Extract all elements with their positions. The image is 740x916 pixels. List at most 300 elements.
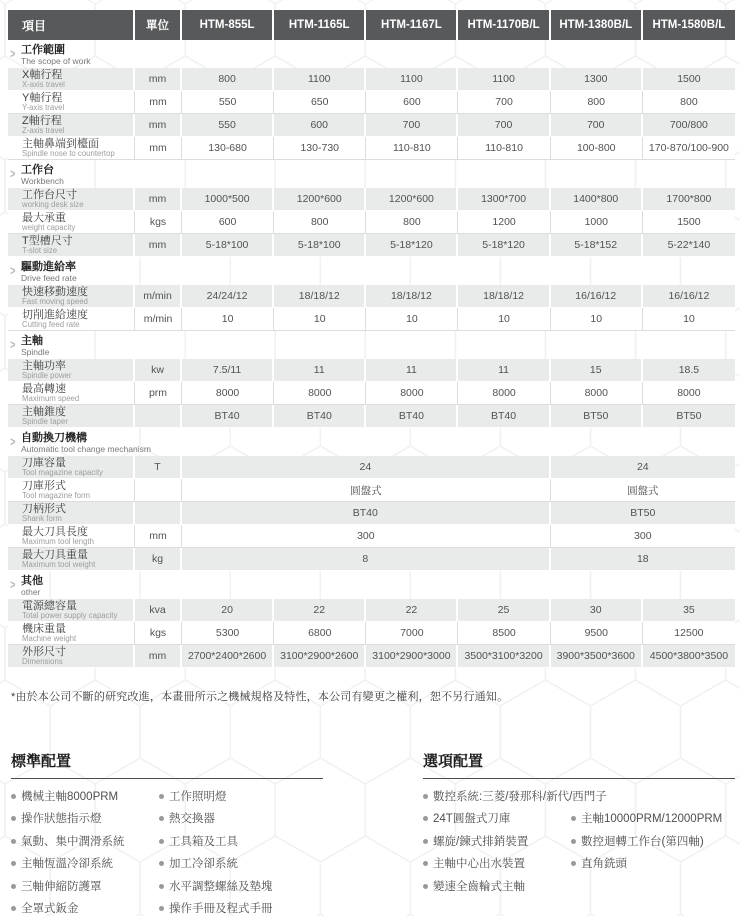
value-cell: 600 [182,211,274,234]
row-label-en: Tool magazine capacity [22,469,103,478]
row-label-en: Cutting feed rate [22,321,80,330]
config-item-spacer [571,880,735,894]
value-cell: 5-18*120 [458,234,550,257]
row-label-cell [8,456,135,479]
table-row [8,599,735,622]
value-cell: BT40 [366,405,458,428]
bullet-icon [571,816,576,821]
section-header [8,257,735,285]
section-titles [21,433,151,453]
table-row [8,137,735,160]
value-cell: 10 [551,308,643,331]
value-cell: 4500*3800*3500 [643,645,735,668]
table-row [8,359,735,382]
bullet-icon [423,794,428,799]
value-cell-merged-right: 300 [551,525,735,548]
configuration-lists [11,750,735,916]
chevron-right-icon: > [10,263,15,278]
bullet-icon [423,839,428,844]
row-label-zh: Y軸行程 [22,92,62,104]
config-item [11,790,159,804]
row-label-en: Dimensions [22,658,63,667]
section-titles [21,576,43,596]
config-item-label: 水平調整螺絲及墊塊 [169,880,273,894]
value-cell: 5-18*152 [551,234,643,257]
value-cell: 3500*3100*3200 [458,645,550,668]
section-title-zh: 驅動進給率 [21,262,77,274]
value-cell: 110-810 [366,137,458,160]
table-row [8,234,735,257]
value-cell: 10 [274,308,366,331]
bullet-icon [571,861,576,866]
value-cell: 1200*600 [274,188,366,211]
bullet-icon [11,816,16,821]
value-cell: 700 [458,114,550,137]
row-unit-cell: kva [135,599,182,622]
bullet-icon [159,839,164,844]
value-cell: 170-870/100-900 [643,137,735,160]
table-row [8,188,735,211]
value-cell: 7.5/11 [182,359,274,382]
bullet-icon [423,884,428,889]
value-cell: 11 [274,359,366,382]
value-cell: 8000 [366,382,458,405]
section-header [8,331,735,359]
row-label-zh: 刀柄形式 [22,503,66,515]
bullet-icon [159,861,164,866]
row-label-en: Maximum speed [22,395,79,404]
value-cell: 16/16/12 [643,285,735,308]
column-header: HTM-1380B/L [551,10,643,40]
row-label-cell [8,91,135,114]
value-cell: 8000 [643,382,735,405]
value-cell: 22 [274,599,366,622]
column-header: 項目 [8,10,135,40]
row-label-cell [8,68,135,91]
row-label-zh: 最大承重 [22,212,66,224]
config-item [159,790,323,804]
table-row [8,405,735,428]
table-row [8,525,735,548]
table-row [8,211,735,234]
table-body [8,40,735,668]
bullet-icon [159,816,164,821]
config-item-label: 操作手冊及程式手冊 [169,902,273,916]
column-header: HTM-1580B/L [643,10,735,40]
value-cell: 30 [551,599,643,622]
value-cell: 5-18*120 [366,234,458,257]
config-item-label: 工作照明燈 [169,790,227,804]
value-cell: 8500 [458,622,550,645]
value-cell: 3900*3500*3600 [551,645,643,668]
config-item [159,902,323,916]
config-item [423,812,571,826]
bullet-icon [159,884,164,889]
table-row [8,622,735,645]
config-item [571,835,735,849]
chevron-right-icon: > [10,46,15,61]
value-cell: 130-730 [274,137,366,160]
column-header: HTM-1170B/L [458,10,550,40]
row-label-cell [8,188,135,211]
section-titles [21,336,49,356]
value-cell: 1000*500 [182,188,274,211]
config-item-label: 螺旋/鍊式排銷裝置 [433,835,528,849]
config-item-label: 三軸伸縮防護罩 [21,880,102,894]
row-unit-cell: T [135,456,182,479]
config-item [423,790,735,804]
bullet-icon [11,884,16,889]
row-unit-cell: kg [135,548,182,571]
section-titles [21,165,64,185]
row-label-en: Spindle power [22,372,71,381]
row-unit-cell [135,502,182,525]
row-label-cell [8,308,135,331]
value-cell: 800 [366,211,458,234]
table-row [8,645,735,668]
optional-config-section [423,750,735,916]
value-cell: 18.5 [643,359,735,382]
value-cell: 16/16/12 [551,285,643,308]
row-label-zh: 快速移動速度 [22,286,88,298]
row-label-zh: T型槽尺寸 [22,235,73,247]
value-cell: 7000 [366,622,458,645]
value-cell: 130-680 [182,137,274,160]
row-unit-cell: mm [135,645,182,668]
row-label-cell [8,479,135,502]
column-header: HTM-1167L [366,10,458,40]
bullet-icon [11,794,16,799]
row-label-cell [8,645,135,668]
config-item-label: 操作狀態指示燈 [21,812,102,826]
section-titles [21,45,90,65]
config-item-label: 數控迴轉工作台(第四軸) [581,835,704,849]
config-item [11,857,159,871]
standard-config-section [11,750,323,916]
value-cell-merged-right: 24 [551,456,735,479]
row-label-zh: 切削進給速度 [22,309,88,321]
config-item-label: 24T圓盤式刀庫 [433,812,510,826]
value-cell-merged-left: 300 [182,525,551,548]
config-item [11,902,159,916]
value-cell: 22 [366,599,458,622]
row-label-zh: 機床重量 [22,623,66,635]
value-cell: 20 [182,599,274,622]
value-cell: 3100*2900*2600 [274,645,366,668]
value-cell: 8000 [551,382,643,405]
row-unit-cell: kw [135,359,182,382]
row-label-en: Maximum tool length [22,538,94,547]
table-row [8,308,735,331]
value-cell: 100-800 [551,137,643,160]
value-cell: 1100 [274,68,366,91]
value-cell: 1500 [643,68,735,91]
config-item-label: 變速全齒輪式主軸 [433,880,525,894]
section-title-en: Drive feed rate [21,274,77,283]
column-header: HTM-855L [182,10,274,40]
bullet-icon [423,816,428,821]
row-unit-cell [135,405,182,428]
section-title-zh: 自動換刀機構 [21,433,151,445]
config-item-label: 工具箱及工具 [169,835,238,849]
spec-table [8,10,735,668]
value-cell: 25 [458,599,550,622]
value-cell: BT40 [274,405,366,428]
bullet-icon [423,861,428,866]
value-cell: 700 [458,91,550,114]
value-cell: 5300 [182,622,274,645]
section-title-en: The scope of work [21,57,90,66]
row-label-zh: 最大刀具重量 [22,549,88,561]
row-unit-cell: mm [135,68,182,91]
row-label-en: Total power supply capacity [22,612,117,621]
value-cell: 10 [182,308,274,331]
table-row [8,68,735,91]
value-cell: 600 [274,114,366,137]
value-cell: 2700*2400*2600 [182,645,274,668]
section-title-zh: 工作範圍 [21,45,90,57]
table-row [8,91,735,114]
row-label-cell [8,285,135,308]
row-label-en: Shank form [22,515,62,524]
value-cell: 9500 [551,622,643,645]
disclaimer-note: *由於本公司不斷的研究改進，本畫冊所示之機械規格及特性，本公司有變更之權利，恕不另行通知。 [11,688,735,704]
standard-config-title: 標準配置 [11,750,323,779]
bullet-icon [11,906,16,911]
row-label-cell [8,405,135,428]
value-cell: 550 [182,114,274,137]
value-cell: 700 [551,114,643,137]
column-header: 單位 [135,10,182,40]
row-label-cell [8,382,135,405]
row-unit-cell: mm [135,137,182,160]
value-cell: 650 [274,91,366,114]
row-label-zh: 主軸功率 [22,360,66,372]
config-item [423,857,571,871]
value-cell: 18/18/12 [458,285,550,308]
row-label-cell [8,548,135,571]
value-cell: 1200 [458,211,550,234]
row-label-zh: 工作台尺寸 [22,189,77,201]
config-item [571,857,735,871]
config-item-label: 直角銑頭 [581,857,627,871]
table-row [8,382,735,405]
value-cell: 35 [643,599,735,622]
config-item-label: 機械主軸8000PRM [21,790,118,804]
row-label-zh: 刀庫形式 [22,480,66,492]
row-label-zh: X軸行程 [22,69,62,81]
section-header [8,428,735,456]
bullet-icon [159,906,164,911]
bullet-icon [11,839,16,844]
row-label-en: Y-axis travel [22,104,64,113]
chevron-right-icon: > [10,577,15,592]
bullet-icon [571,839,576,844]
value-cell: 8000 [274,382,366,405]
row-label-en: working desk size [22,201,84,210]
row-label-zh: 最大刀具長度 [22,526,88,538]
row-label-zh: 最高轉速 [22,383,66,395]
chevron-right-icon: > [10,166,15,181]
value-cell: 10 [366,308,458,331]
row-unit-cell: m/min [135,308,182,331]
section-header [8,40,735,68]
section-header [8,571,735,599]
value-cell: 11 [366,359,458,382]
chevron-right-icon: > [10,337,15,352]
value-cell: 24/24/12 [182,285,274,308]
value-cell: 10 [643,308,735,331]
table-row [8,479,735,502]
row-label-cell [8,234,135,257]
bullet-icon [11,861,16,866]
row-label-en: X-axis travel [22,81,65,90]
table-row [8,285,735,308]
config-item [159,812,323,826]
row-label-zh: Z軸行程 [22,115,62,127]
value-cell: 1500 [643,211,735,234]
value-cell: 8000 [182,382,274,405]
row-label-en: Z-axis travel [22,127,64,136]
value-cell: 15 [551,359,643,382]
value-cell-merged-right: 18 [551,548,735,571]
value-cell: 1200*600 [366,188,458,211]
value-cell-merged-right: 圓盤式 [551,479,735,502]
value-cell: 18/18/12 [366,285,458,308]
value-cell: 12500 [643,622,735,645]
value-cell: BT40 [458,405,550,428]
config-item-label: 主軸恆溫冷卻系統 [21,857,113,871]
row-unit-cell: mm [135,91,182,114]
value-cell: 8000 [458,382,550,405]
config-item [11,812,159,826]
value-cell: 600 [366,91,458,114]
row-label-en: Tool magazine form [22,492,90,501]
row-label-cell [8,114,135,137]
table-header-row [8,10,735,40]
row-unit-cell: mm [135,525,182,548]
value-cell: 1400*800 [551,188,643,211]
config-item-label: 主軸中心出水裝置 [433,857,525,871]
value-cell: BT50 [551,405,643,428]
row-unit-cell [135,479,182,502]
config-item [159,880,323,894]
config-item [11,835,159,849]
config-item [423,835,571,849]
value-cell: 6800 [274,622,366,645]
row-label-en: Spindle nose to countertop [22,150,115,159]
config-item [159,857,323,871]
row-label-cell [8,622,135,645]
section-title-en: Automatic tool change mechanism [21,445,151,454]
row-unit-cell: prm [135,382,182,405]
row-label-cell [8,502,135,525]
value-cell: 1100 [458,68,550,91]
value-cell: 800 [551,91,643,114]
row-label-zh: 刀庫容量 [22,457,66,469]
row-label-en: T-slot size [22,247,57,256]
config-item [11,880,159,894]
value-cell: 800 [643,91,735,114]
row-label-cell [8,525,135,548]
row-unit-cell: m/min [135,285,182,308]
optional-config-list [423,790,735,894]
row-label-en: Machine weight [22,635,76,644]
value-cell: 5-22*140 [643,234,735,257]
row-label-zh: 主軸鼻端到檯面 [22,138,99,150]
value-cell-merged-right: BT50 [551,502,735,525]
config-item-label: 熱交換器 [169,812,215,826]
value-cell-merged-left: 8 [182,548,551,571]
bullet-icon [159,794,164,799]
value-cell: 1700*800 [643,188,735,211]
row-label-zh: 主軸錐度 [22,406,66,418]
value-cell: 800 [274,211,366,234]
section-title-en: Spindle [21,348,49,357]
row-label-zh: 外形尺寸 [22,646,66,658]
value-cell: 1100 [366,68,458,91]
section-title-zh: 其他 [21,576,43,588]
row-unit-cell: mm [135,188,182,211]
row-label-en: weight capacity [22,224,75,233]
value-cell: 11 [458,359,550,382]
value-cell: 10 [458,308,550,331]
table-row [8,502,735,525]
value-cell: 800 [182,68,274,91]
config-item-label: 數控系統:三菱/發那科/新代/西門子 [433,790,607,804]
chevron-right-icon: > [10,434,15,449]
row-label-en: Maximum tool weight [22,561,95,570]
column-header: HTM-1165L [274,10,366,40]
optional-config-title: 選項配置 [423,750,735,779]
row-label-en: Spindle taper [22,418,68,427]
section-title-zh: 工作台 [21,165,64,177]
section-titles [21,262,77,282]
value-cell-merged-left: BT40 [182,502,551,525]
value-cell: 18/18/12 [274,285,366,308]
row-unit-cell: kgs [135,622,182,645]
value-cell-merged-left: 圓盤式 [182,479,551,502]
config-item [571,812,735,826]
row-label-cell [8,211,135,234]
value-cell: 3100*2900*3000 [366,645,458,668]
row-unit-cell: mm [135,114,182,137]
config-item-label: 全罩式鈑金 [21,902,79,916]
row-label-zh: 電源總容量 [22,600,77,612]
value-cell: 1300*700 [458,188,550,211]
config-item-label: 氣動、集中潤滑系統 [21,835,125,849]
config-item-label: 主軸10000PRM/12000PRM [581,812,722,826]
value-cell: BT50 [643,405,735,428]
row-label-en: Fast moving speed [22,298,88,307]
value-cell: BT40 [182,405,274,428]
section-title-en: other [21,588,43,597]
value-cell: 5-18*100 [274,234,366,257]
value-cell: 700 [366,114,458,137]
standard-config-list [11,790,323,916]
value-cell: 700/800 [643,114,735,137]
section-title-zh: 主軸 [21,336,49,348]
row-unit-cell: kgs [135,211,182,234]
config-item-label: 加工冷卻系統 [169,857,238,871]
row-label-cell [8,359,135,382]
value-cell: 5-18*100 [182,234,274,257]
table-row [8,456,735,479]
table-row [8,114,735,137]
value-cell: 1000 [551,211,643,234]
row-label-cell [8,137,135,160]
section-header [8,160,735,188]
